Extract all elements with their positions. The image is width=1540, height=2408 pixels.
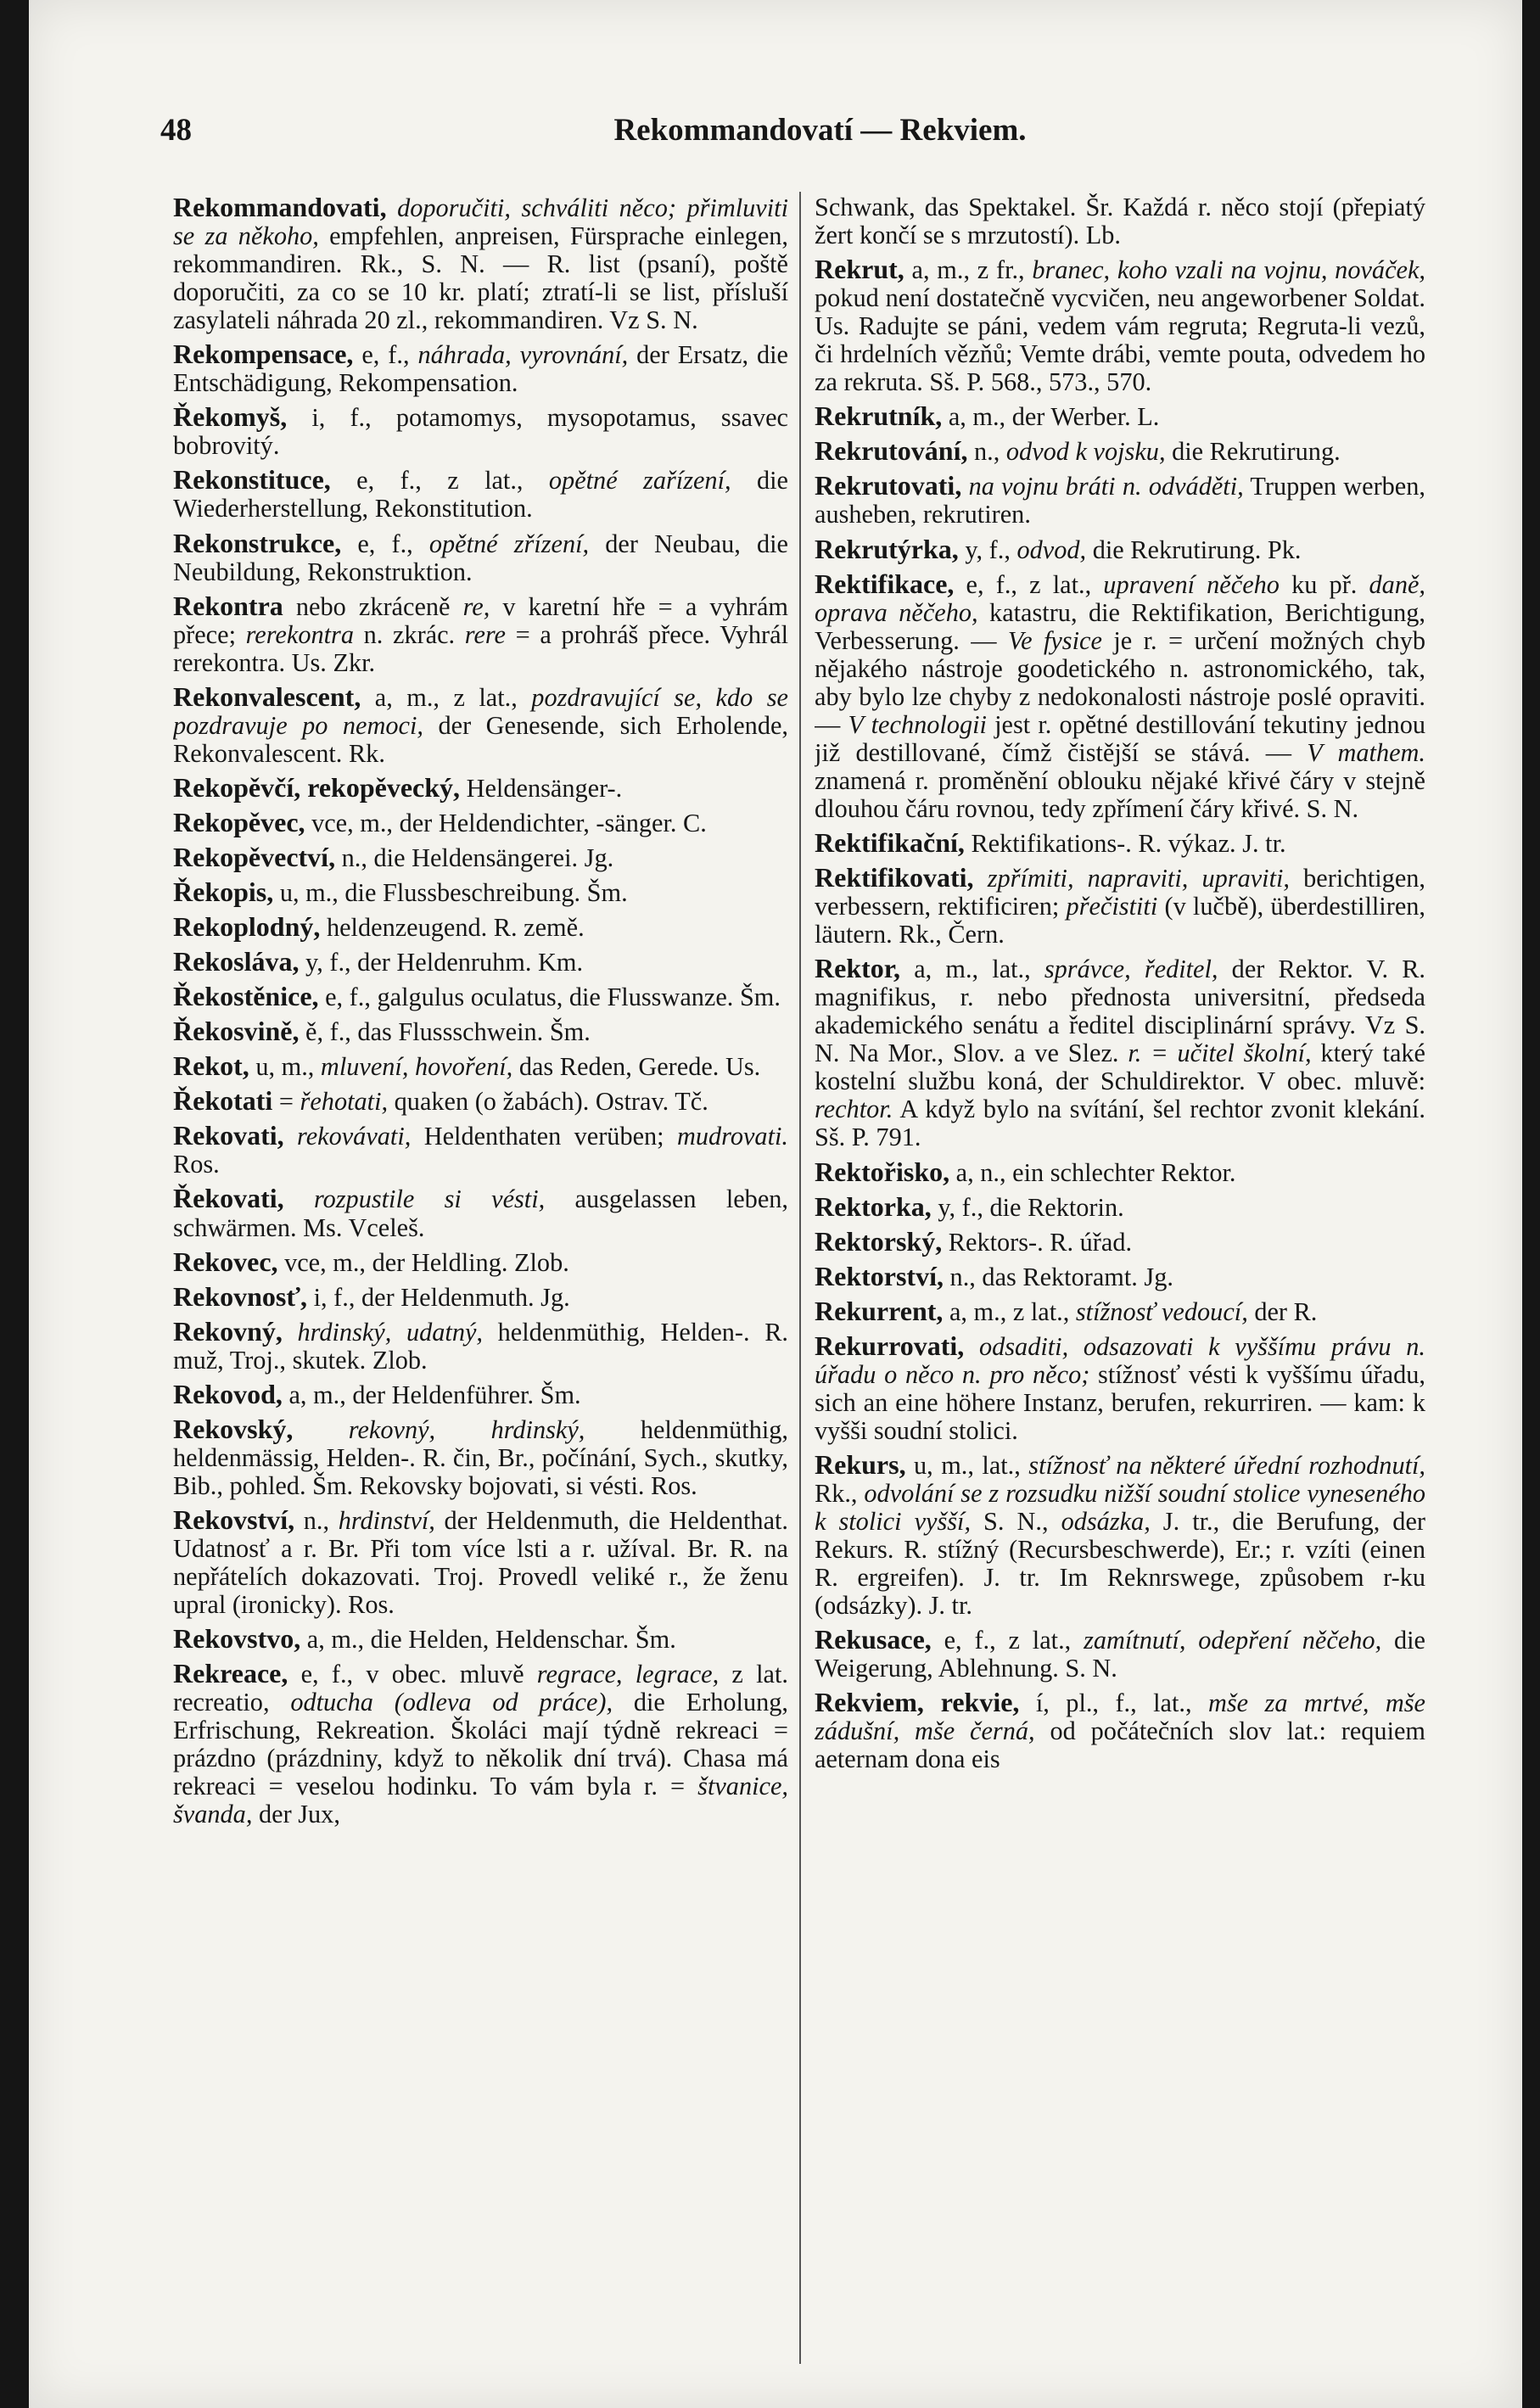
entry-text: heldenmüthig, heldenmässig, Helden-. R. čin, Br., počínání, Sych., skutky, Bib., pohled. Šm. Rekovsky bojovati, si vésti. Ros. bbox=[173, 1414, 788, 1500]
dictionary-entry bbox=[173, 948, 788, 977]
entry-headword: Rekrut, bbox=[815, 254, 904, 285]
entry-headword: Rekonvalescent, bbox=[173, 680, 361, 712]
entry-headword: Rektifikace, bbox=[815, 568, 955, 599]
entry-headword: Rektorství, bbox=[815, 1260, 944, 1291]
entry-text: die Rekrutirung. bbox=[1165, 437, 1341, 467]
dictionary-entry bbox=[815, 255, 1425, 396]
dictionary-entry bbox=[173, 878, 788, 907]
entry-text: n., das Rektoramt. Jg. bbox=[943, 1262, 1173, 1291]
entry-text: Heldensänger-. bbox=[460, 773, 623, 803]
entry-text: der Heldenmuth, die Heldenthat. Udatnosť a r. Br. Při tom více lsti a r. užíval. Br. R. na nepřátelích dokazovati. Troj. Provedl veliké r., že ženu upral (ironicky). Ros. bbox=[173, 1505, 788, 1620]
entry-czech-gloss: V mathem. bbox=[1291, 737, 1425, 767]
entry-czech-gloss: doporučiti, schváliti něco; přimluviti se za někoho, bbox=[173, 193, 788, 251]
dictionary-entry bbox=[815, 1688, 1425, 1773]
entry-text: vce, m., der Heldling. Zlob. bbox=[277, 1247, 569, 1277]
entry-text: jest r. opětné destillování tekutiny jednou již destillované, čímž čistější se stává. — bbox=[815, 709, 1425, 767]
entry-czech-gloss: přečistiti bbox=[1059, 892, 1158, 921]
entry-headword: Řekopis, bbox=[173, 876, 274, 908]
entry-text: e, f., galgulus oculatus, die Flusswanze. Šm. bbox=[318, 983, 781, 1012]
entry-text: der Jux, bbox=[252, 1800, 340, 1829]
entry-headword: Rekosláva, bbox=[173, 946, 300, 977]
entry-headword: Řekotati bbox=[173, 1085, 273, 1117]
dictionary-entry bbox=[815, 864, 1425, 949]
entry-headword: Řekomyš, bbox=[173, 401, 288, 433]
entry-text: e, f., v obec. mluvě bbox=[288, 1660, 524, 1689]
entry-text: je r. = určení možných chyb nějakého nástroje goodetického n. astronomického, tak, aby bylo lze chyby z nedokonalosti nástroje poslé opraviti. — bbox=[815, 625, 1425, 739]
dictionary-entry bbox=[173, 193, 788, 334]
running-head: Rekommandovatí — Rekviem. bbox=[613, 113, 1027, 148]
dictionary-entry bbox=[815, 1158, 1425, 1187]
entry-text: u, m., lat., bbox=[905, 1450, 1021, 1480]
entry-text: empfehlen, anpreisen, Fürsprache einlegen, rekommandiren. Rk., S. N. — R. list (psaní), poště doporučiti, za co se 10 kr. platí; ztratí-li se list, přísluší zasylateli náhrada 20 zl., rekommandiren. Vz S. N. bbox=[173, 221, 788, 335]
dictionary-entry bbox=[173, 771, 788, 803]
entry-text: e, f., z lat., bbox=[931, 1626, 1072, 1655]
entry-czech-gloss: rozpustile si vésti, bbox=[283, 1184, 546, 1214]
entry-czech-gloss: odvod k vojsku, bbox=[1000, 437, 1166, 467]
dictionary-entry bbox=[815, 1332, 1425, 1445]
entry-text: e, f., bbox=[341, 529, 413, 558]
entry-text: der R. bbox=[1247, 1296, 1318, 1326]
page-header bbox=[160, 112, 1480, 153]
entry-text: Heldenthaten verüben; bbox=[411, 1122, 664, 1151]
entry-headword: Rektořisko, bbox=[815, 1156, 950, 1187]
entry-text: a, m., der Werber. L. bbox=[942, 402, 1160, 432]
entry-czech-gloss: V technologii bbox=[840, 709, 987, 739]
right-column bbox=[815, 193, 1425, 2408]
entry-text: J. tr., die Berufung, der Rekurs. R. stížný (Recursbeschwerde), Er.; r. vzíti (einen R. ergreifen). J. tr. Im Reknrswege, způsobem r-ku (odsázky). J. tr. bbox=[815, 1507, 1425, 1621]
entry-czech-gloss: daně, oprava něčeho, bbox=[815, 569, 1425, 627]
entry-text: A když bylo na svítání, šel rechtor zvonit klekání. Sš. P. 791. bbox=[815, 1095, 1425, 1152]
entry-text: der Genesende, sich Erholende, Rekonvalescent. Rk. bbox=[173, 710, 788, 768]
entry-czech-gloss: odtucha (odleva od práce), bbox=[269, 1688, 613, 1717]
entry-text: die Wiederherstellung, Rekonstitution. bbox=[173, 466, 788, 524]
dictionary-entry bbox=[815, 472, 1425, 529]
entry-czech-gloss: upravení něčeho bbox=[1091, 569, 1280, 599]
dictionary-entry bbox=[173, 680, 788, 768]
entry-text: i, f., potamomys, mysopotamus, ssavec bobrovitý. bbox=[173, 403, 788, 461]
entry-text: a, m., der Heldenführer. Šm. bbox=[282, 1380, 581, 1409]
entry-headword: Rekopěvec, bbox=[173, 806, 305, 837]
entry-text: heldenzeugend. R. země. bbox=[320, 913, 585, 943]
entry-text: = a prohráš přece. Vyhrál rerekontra. Us. Zkr. bbox=[173, 619, 788, 677]
dictionary-page bbox=[29, 0, 1522, 2408]
entry-text: ku př. bbox=[1279, 569, 1358, 599]
entry-text: Ros. bbox=[173, 1150, 220, 1179]
dictionary-entry bbox=[173, 1122, 788, 1179]
entry-headword: Rekopěvčí, rekopěvecký, bbox=[173, 771, 461, 803]
dictionary-entry bbox=[815, 1190, 1425, 1222]
entry-headword: Rekommandovati, bbox=[173, 193, 387, 222]
entry-text: a, m., z fr., bbox=[904, 255, 1025, 285]
entry-text: vce, m., der Heldendichter, -sänger. C. bbox=[305, 808, 707, 837]
entry-czech-gloss: štvanice, švanda, bbox=[173, 1772, 788, 1829]
entry-headword: Rekompensace, bbox=[173, 339, 354, 370]
dictionary-entry bbox=[173, 1017, 788, 1046]
entry-text: Rektifikations-. R. výkaz. J. tr. bbox=[964, 828, 1286, 858]
entry-text: z lat. recreatio, bbox=[173, 1660, 788, 1717]
dictionary-entry bbox=[173, 340, 788, 397]
dictionary-entry bbox=[173, 529, 788, 586]
entry-czech-gloss: pozdravující se, kdo se pozdravuje po nemoci, bbox=[173, 682, 788, 740]
entry-headword: Rekovstvo, bbox=[173, 1623, 301, 1655]
entry-czech-gloss: mluvení, hovoření, bbox=[314, 1052, 513, 1082]
entry-czech-gloss: opětné zařízení, bbox=[523, 466, 731, 496]
entry-text: í, pl., f., lat., bbox=[1019, 1688, 1192, 1718]
entry-text: a, m., die Helden, Heldenschar. Šm. bbox=[300, 1625, 676, 1655]
dictionary-entry bbox=[815, 193, 1425, 249]
dictionary-entry bbox=[173, 1184, 788, 1241]
entry-czech-gloss: re, bbox=[450, 591, 490, 621]
entry-headword: Rekot, bbox=[173, 1050, 249, 1082]
entry-text: katastru, die Rektifikation, Berichtigung, Verbesserung. — bbox=[815, 597, 1425, 655]
entry-text: y, f., der Heldenruhm. Km. bbox=[299, 948, 584, 977]
entry-headword: Rekoplodný, bbox=[173, 911, 321, 943]
dictionary-entry bbox=[815, 1225, 1425, 1257]
dictionary-entry bbox=[815, 402, 1425, 431]
entry-text: a, m., z lat., bbox=[361, 682, 518, 712]
entry-headword: Řekosvině, bbox=[173, 1016, 300, 1047]
entry-text: Rektors-. R. úřad. bbox=[942, 1227, 1133, 1257]
entry-text: heldenmüthig, Helden-. R. muž, Troj., skutek. Zlob. bbox=[173, 1317, 788, 1375]
entry-text: znamená r. proměnění oblouku nějaké křivé čáry v stejně dlouhou čáru rovnou, tedy zpřímení čáry křivé. S. N. bbox=[815, 765, 1425, 823]
entry-text: das Reden, Gerede. Us. bbox=[512, 1052, 761, 1082]
dictionary-entry bbox=[173, 843, 788, 872]
dictionary-entry bbox=[815, 1260, 1425, 1291]
entry-czech-gloss: stížnosť na některé úřední rozhodnutí, bbox=[1020, 1450, 1425, 1480]
dictionary-entry bbox=[815, 826, 1425, 858]
entry-czech-gloss: mše za mrtvé, mše zádušní, mše černá, bbox=[815, 1688, 1425, 1746]
dictionary-entry bbox=[173, 1052, 788, 1081]
page-number: 48 bbox=[160, 113, 192, 148]
entry-text: berichtigen, verbessern, rektificiren; bbox=[815, 864, 1425, 921]
dictionary-entry bbox=[173, 1660, 788, 1828]
entry-headword: Rekusace, bbox=[815, 1624, 932, 1655]
entry-text: a, m., lat., bbox=[900, 955, 1031, 984]
dictionary-entry bbox=[815, 1297, 1425, 1326]
dictionary-entry bbox=[173, 1380, 788, 1409]
entry-headword: Rekovod, bbox=[173, 1378, 283, 1409]
entry-text: die Erholung, Erfrischung, Rekreation. Školáci mají týdně rekreaci = prázdno (prázdniny, když to několik dní trvá). Chasa má rekreaci = veselou hodinku. To vám byla r. = bbox=[173, 1688, 788, 1801]
dictionary-entry bbox=[173, 806, 788, 837]
entry-headword: Rekovský, bbox=[173, 1413, 294, 1444]
entry-headword: Rekontra bbox=[173, 590, 283, 621]
entry-text: n., die Heldensängerei. Jg. bbox=[335, 843, 614, 872]
entry-text: u, m., bbox=[249, 1052, 315, 1082]
entry-text: der Neubau, die Neubildung, Rekonstruktion. bbox=[173, 529, 788, 586]
dictionary-entry bbox=[815, 1626, 1425, 1683]
entry-czech-gloss: správce, ředitel, bbox=[1030, 955, 1218, 984]
entry-headword: Rekovec, bbox=[173, 1246, 278, 1277]
entry-text: a, n., ein schlechter Rektor. bbox=[949, 1157, 1236, 1187]
entry-headword: Rektifikovati, bbox=[815, 862, 974, 893]
entry-headword: Řekovati, bbox=[173, 1183, 284, 1214]
dictionary-entry bbox=[815, 570, 1425, 823]
entry-headword: Rekrutník, bbox=[815, 400, 943, 432]
entry-headword: Rekonstituce, bbox=[173, 464, 331, 496]
entry-headword: Rekovný, bbox=[173, 1315, 283, 1347]
dictionary-entry bbox=[173, 1625, 788, 1654]
dictionary-entry bbox=[173, 403, 788, 460]
entry-czech-gloss: mudrovati. bbox=[664, 1122, 788, 1151]
entry-text: Schwank, das Spektakel. Šr. Každá r. něco stojí (přepiatý žert končí se s mrzutostí). Lb. bbox=[815, 193, 1425, 250]
entry-headword: Rektor, bbox=[815, 953, 901, 984]
entry-text: e, f., z lat., bbox=[330, 466, 524, 496]
entry-headword: Rekonstrukce, bbox=[173, 527, 342, 558]
entry-headword: Rekrutýrka, bbox=[815, 533, 959, 564]
entry-czech-gloss: regrace, legrace, bbox=[524, 1660, 720, 1689]
dictionary-entry bbox=[173, 983, 788, 1011]
entry-headword: Rekreace, bbox=[173, 1658, 288, 1689]
entry-czech-gloss: r. = učitel školní, bbox=[1118, 1039, 1312, 1068]
entry-headword: Řekostěnice, bbox=[173, 981, 319, 1012]
entry-text: e, f., z lat., bbox=[954, 569, 1092, 599]
entry-headword: Rekviem, rekvie, bbox=[815, 1687, 1020, 1718]
entry-czech-gloss: odsaditi, odsazovati k vyššímu právu n. úřadu o něco n. pro něco; bbox=[815, 1331, 1425, 1389]
entry-czech-gloss: zpřímiti, napraviti, upraviti, bbox=[973, 864, 1290, 893]
entry-text: y, f., bbox=[958, 535, 1011, 564]
entry-headword: Rekurrovati, bbox=[815, 1330, 965, 1361]
entry-text: a, m., z lat., bbox=[943, 1296, 1070, 1326]
entry-text: y, f., die Rektorin. bbox=[931, 1192, 1124, 1222]
entry-text: n., bbox=[294, 1505, 330, 1535]
entry-text: u, m., die Flussbeschreibung. Šm. bbox=[273, 878, 628, 908]
dictionary-entry bbox=[173, 592, 788, 677]
dictionary-entry bbox=[815, 1448, 1425, 1621]
entry-text: n., bbox=[967, 437, 1000, 467]
entry-text: der Rektor. V. R. magnifikus, r. nebo přednosta universitní, předseda akademického senátu a ředitel disciplinární správy. Vz S. N. Na Mor., Slov. a ve Slez. bbox=[815, 955, 1425, 1068]
entry-text: n. zkrác. bbox=[353, 619, 456, 649]
entry-text: v karetní hře = a vyhrám přece; bbox=[173, 591, 788, 649]
entry-czech-gloss: zamítnutí, odepření něčeho, bbox=[1071, 1626, 1382, 1655]
dictionary-entry bbox=[815, 955, 1425, 1151]
entry-czech-gloss: odvolání se z rozsudku nižší soudní stolice vyneseného k stolici vyšší, bbox=[815, 1478, 1425, 1537]
entry-text: který také kostelní službu koná, der Schuldirektor. V obec. mluvě: bbox=[815, 1039, 1425, 1096]
entry-czech-gloss: branec, koho vzali na vojnu, nováček, bbox=[1024, 255, 1425, 285]
entry-czech-gloss: na vojnu bráti n. odváděti, bbox=[961, 472, 1244, 501]
entry-czech-gloss: rechtor. bbox=[815, 1095, 893, 1124]
entry-czech-gloss: rere bbox=[455, 619, 507, 649]
entry-czech-gloss: opětné zřízení, bbox=[412, 529, 590, 558]
entry-text: die Rekrutirung. Pk. bbox=[1086, 535, 1302, 564]
dictionary-entry bbox=[173, 1315, 788, 1375]
left-column bbox=[173, 193, 788, 2408]
entry-czech-gloss: náhrada, vyrovnání, bbox=[409, 340, 629, 370]
entry-text: e, f., bbox=[353, 340, 410, 370]
entry-text: nebo zkráceně bbox=[283, 591, 451, 621]
entry-headword: Rekrutovati, bbox=[815, 470, 962, 501]
dictionary-entry bbox=[815, 437, 1425, 466]
entry-czech-gloss: rekovávati, bbox=[283, 1122, 412, 1151]
entry-text: pokud není dostatečně vycvičen, neu angeworbener Soldat. Us. Radujte se páni, vedem vám regruta; Regruta-li vezů, či hrdelních vězňů; Vemte drábi, vemte pouta, odvedem ho za rekruta. Sš. P. 568., 573., 570. bbox=[815, 283, 1425, 397]
entry-headword: Rektifikační, bbox=[815, 826, 965, 858]
entry-headword: Rekurrent, bbox=[815, 1295, 944, 1326]
dictionary-entry bbox=[173, 1415, 788, 1500]
entry-czech-gloss: rekovný, hrdinský, bbox=[293, 1414, 585, 1444]
entry-text: stížnosť vésti k vyššímu úřadu, sich an eine höhere Instanz, berufen, rekurriren. — kam: k vyšši soudní stolici. bbox=[815, 1359, 1425, 1445]
entry-text: Rk., bbox=[815, 1478, 858, 1508]
entry-czech-gloss: hrdinský, udatný, bbox=[282, 1317, 483, 1347]
entry-text: quaken (o žabách). Ostrav. Tč. bbox=[388, 1087, 708, 1117]
entry-headword: Rekovství, bbox=[173, 1504, 295, 1535]
dictionary-entry bbox=[173, 1280, 788, 1312]
entry-czech-gloss: stížnosť vedoucí, bbox=[1069, 1296, 1248, 1326]
dictionary-entry bbox=[173, 1248, 788, 1277]
entry-headword: Rektorský, bbox=[815, 1225, 943, 1257]
entry-text: od počátečních slov lat.: requiem aeternam dona eis bbox=[815, 1716, 1425, 1774]
entry-text: die Weigerung, Ablehnung. S. N. bbox=[815, 1626, 1425, 1683]
entry-text: der Ersatz, die Entschädigung, Rekompensation. bbox=[173, 340, 788, 398]
column-divider bbox=[799, 192, 801, 2364]
dictionary-entry bbox=[173, 1087, 788, 1116]
entry-headword: Rekovnosť, bbox=[173, 1280, 308, 1312]
entry-czech-gloss: rerekontra bbox=[236, 619, 354, 649]
entry-text: S. N., bbox=[971, 1507, 1049, 1537]
entry-text: ě, f., das Flussschwein. Šm. bbox=[299, 1017, 591, 1047]
entry-text: i, f., der Heldenmuth. Jg. bbox=[307, 1282, 570, 1312]
entry-text: = bbox=[272, 1087, 294, 1117]
entry-text: ausgelassen leben, schwärmen. Ms. Vceleš. bbox=[173, 1184, 788, 1242]
dictionary-entry bbox=[173, 466, 788, 523]
entry-czech-gloss: Ve fysice bbox=[996, 625, 1102, 655]
entry-czech-gloss: hrdinství, bbox=[329, 1505, 435, 1535]
entry-czech-gloss: odsázka, bbox=[1048, 1507, 1151, 1537]
dictionary-entry bbox=[173, 1506, 788, 1619]
entry-headword: Rekopěvectví, bbox=[173, 841, 336, 872]
entry-headword: Rekrutování, bbox=[815, 435, 968, 467]
entry-headword: Rekovati, bbox=[173, 1120, 284, 1151]
entry-czech-gloss: odvod, bbox=[1010, 535, 1087, 564]
entry-text: Truppen werben, ausheben, rekrutiren. bbox=[815, 472, 1425, 529]
entry-headword: Rektorka, bbox=[815, 1190, 932, 1222]
entry-text: (v lučbě), überdestilliren, läutern. Rk., Čern. bbox=[815, 892, 1425, 949]
entry-headword: Rekurs, bbox=[815, 1448, 906, 1480]
dictionary-entry bbox=[173, 913, 788, 942]
entry-czech-gloss: řehotati, bbox=[293, 1087, 389, 1117]
dictionary-entry bbox=[815, 535, 1425, 564]
